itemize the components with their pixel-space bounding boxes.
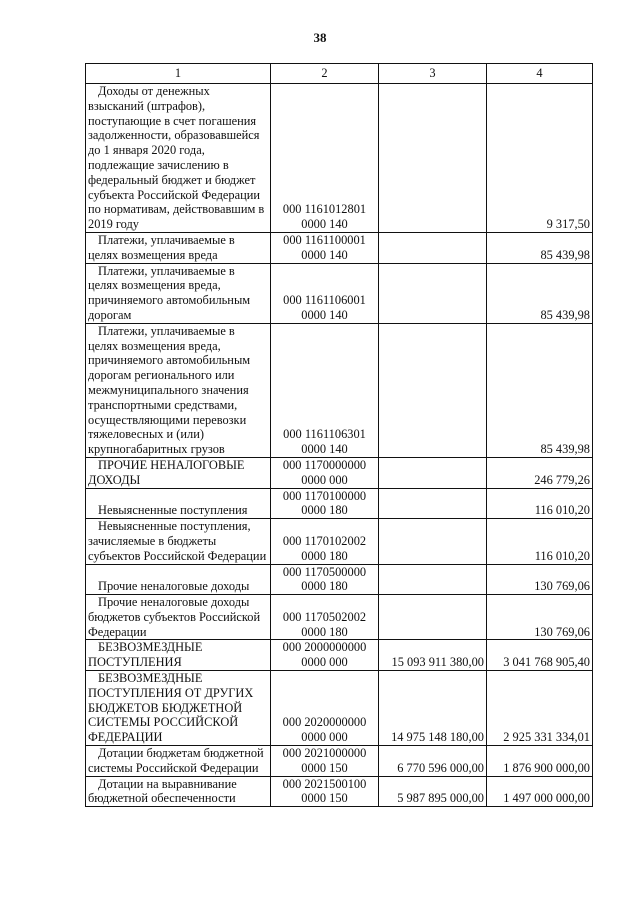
table-row [86, 323, 593, 457]
table-row [86, 671, 593, 746]
row-name: Невыясненные поступления [86, 488, 271, 519]
row-value-col4: 85 439,98 [487, 263, 593, 323]
row-name: Прочие неналоговые доходы [86, 564, 271, 595]
row-name: Платежи, уплачиваемые в целях возмещения вреда, причиняемого автомобильным дорогам [86, 263, 271, 323]
row-code: 000 2021500100 0000 150 [271, 776, 379, 807]
table-row [86, 84, 593, 233]
table-row [86, 263, 593, 323]
row-value-col3 [379, 519, 487, 564]
row-value-col3 [379, 564, 487, 595]
row-name: БЕЗВОЗМЕЗДНЫЕ ПОСТУПЛЕНИЯ ОТ ДРУГИХ БЮДЖЕТОВ БЮДЖЕТНОЙ СИСТЕМЫ РОССИЙСКОЙ ФЕДЕРАЦИИ [86, 671, 271, 746]
row-value-col4: 130 769,06 [487, 564, 593, 595]
row-value-col3 [379, 457, 487, 488]
row-name: Невыясненные поступления, зачисляемые в бюджеты субъектов Российской Федерации [86, 519, 271, 564]
column-header-1: 1 [86, 64, 271, 84]
row-name: ПРОЧИЕ НЕНАЛОГОВЫЕ ДОХОДЫ [86, 457, 271, 488]
row-name: Дотации бюджетам бюджетной системы Российской Федерации [86, 746, 271, 777]
row-code: 000 1161012801 0000 140 [271, 84, 379, 233]
row-value-col3: 5 987 895 000,00 [379, 776, 487, 807]
row-value-col4: 3 041 768 905,40 [487, 640, 593, 671]
row-code: 000 2000000000 0000 000 [271, 640, 379, 671]
row-code: 000 1161106301 0000 140 [271, 323, 379, 457]
budget-table [85, 63, 593, 807]
row-code: 000 1170000000 0000 000 [271, 457, 379, 488]
column-header-3: 3 [379, 64, 487, 84]
row-value-col3 [379, 263, 487, 323]
row-code: 000 1161106001 0000 140 [271, 263, 379, 323]
table-row [86, 776, 593, 807]
page-number: 38 [313, 30, 327, 45]
row-name: БЕЗВОЗМЕЗДНЫЕ ПОСТУПЛЕНИЯ [86, 640, 271, 671]
row-name: Платежи, уплачиваемые в целях возмещения вреда [86, 232, 271, 263]
row-code: 000 1170500000 0000 180 [271, 564, 379, 595]
row-name: Дотации на выравнивание бюджетной обеспеченности [86, 776, 271, 807]
row-name: Доходы от денежных взысканий (штрафов), поступающие в счет погашения задолженности, образовавшейся до 1 января 2020 года, подлежащие зачислению в федеральный бюджет и бюджет субъекта Российской Федерации по нормативам, действовавшим в 2019 году [86, 84, 271, 233]
table-row [86, 457, 593, 488]
row-value-col3 [379, 595, 487, 640]
row-code: 000 1170100000 0000 180 [271, 488, 379, 519]
table-row [86, 564, 593, 595]
column-header-4: 4 [487, 64, 593, 84]
row-value-col4: 85 439,98 [487, 323, 593, 457]
row-value-col3 [379, 84, 487, 233]
row-code: 000 1170502002 0000 180 [271, 595, 379, 640]
row-code: 000 1161100001 0000 140 [271, 232, 379, 263]
row-code: 000 2020000000 0000 000 [271, 671, 379, 746]
row-code: 000 2021000000 0000 150 [271, 746, 379, 777]
column-header-2: 2 [271, 64, 379, 84]
table-row [86, 519, 593, 564]
row-name: Платежи, уплачиваемые в целях возмещения вреда, причиняемого автомобильным дорогам регионального или межмуниципального значения транспортными средствами, осуществляющими перевозки тяжеловесных и (или) крупногабаритных грузов [86, 323, 271, 457]
row-value-col3 [379, 323, 487, 457]
row-name: Прочие неналоговые доходы бюджетов субъектов Российской Федерации [86, 595, 271, 640]
table-row [86, 595, 593, 640]
row-value-col4: 85 439,98 [487, 232, 593, 263]
row-value-col3: 14 975 148 180,00 [379, 671, 487, 746]
row-value-col3 [379, 232, 487, 263]
table-row [86, 488, 593, 519]
row-value-col4: 130 769,06 [487, 595, 593, 640]
row-value-col4: 246 779,26 [487, 457, 593, 488]
row-value-col4: 9 317,50 [487, 84, 593, 233]
table-row [86, 232, 593, 263]
table-row [86, 640, 593, 671]
row-value-col4: 2 925 331 334,01 [487, 671, 593, 746]
row-value-col3 [379, 488, 487, 519]
table-row [86, 746, 593, 777]
row-value-col3: 6 770 596 000,00 [379, 746, 487, 777]
row-value-col4: 116 010,20 [487, 488, 593, 519]
row-value-col4: 116 010,20 [487, 519, 593, 564]
row-value-col4: 1 876 900 000,00 [487, 746, 593, 777]
row-value-col4: 1 497 000 000,00 [487, 776, 593, 807]
row-value-col3: 15 093 911 380,00 [379, 640, 487, 671]
row-code: 000 1170102002 0000 180 [271, 519, 379, 564]
table-header-row [86, 64, 593, 84]
